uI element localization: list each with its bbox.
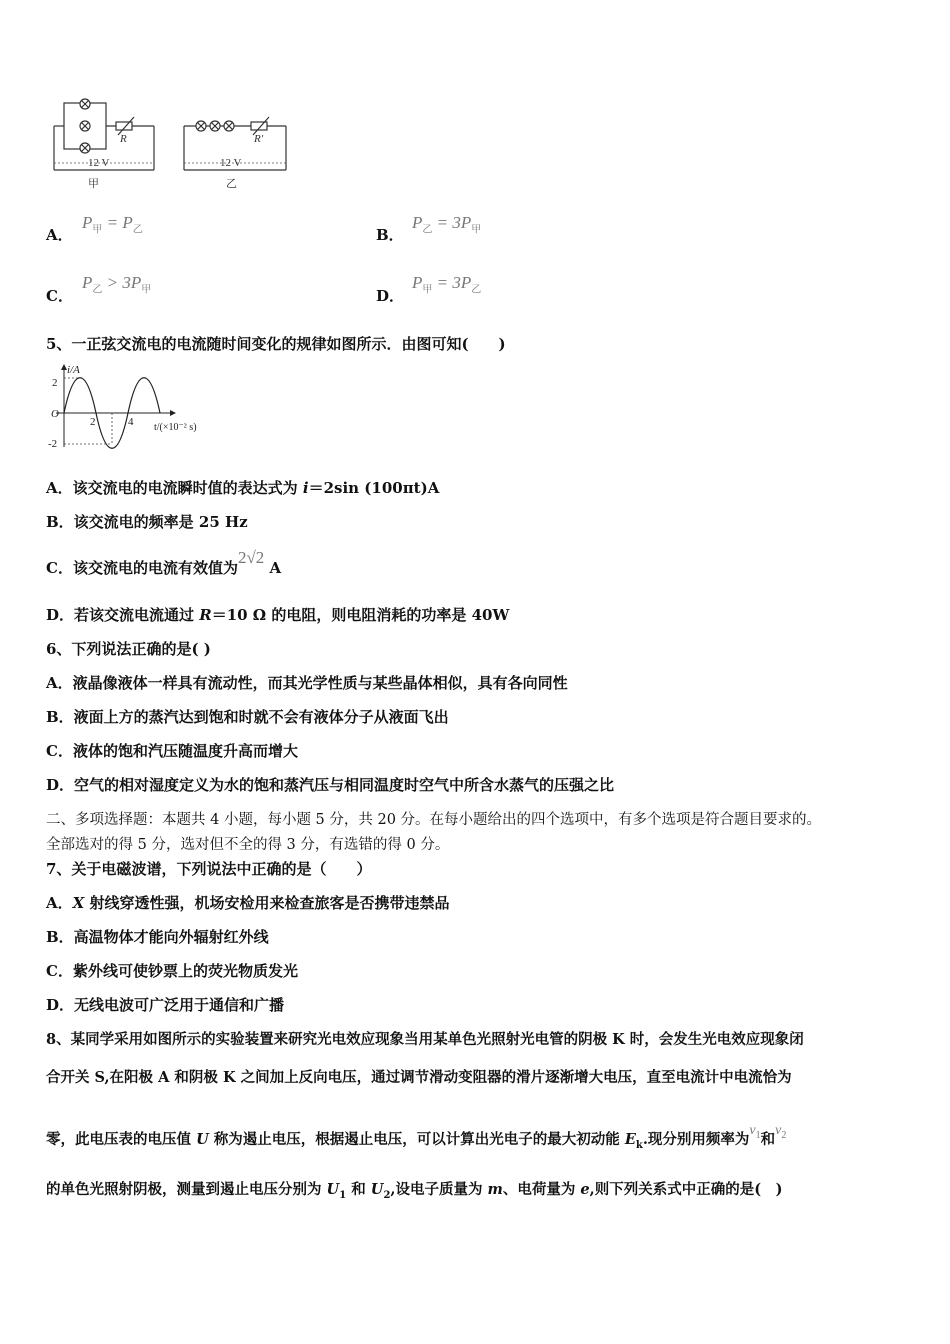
nu1-symbol: $\nu_1$	[749, 1123, 761, 1141]
q4-option-c-letter: C．	[46, 287, 73, 305]
q5-option-c[interactable]: C．该交流电的电流有效值为2√2 A	[46, 548, 282, 577]
q4-option-a-letter: A．	[46, 226, 73, 244]
section2-heading-line1: 二、多项选择题：本题共 4 小题，每小题 5 分，共 20 分。在每小题给出的四个选项中，有多个选项是符合题目要求的。	[46, 812, 822, 828]
q6-option-a[interactable]: A．液晶像液体一样具有流动性，而其光学性质与某些晶体相似，具有各向同性	[46, 674, 568, 692]
q4-option-b-letter: B．	[376, 226, 404, 244]
q6-option-b[interactable]: B．液面上方的蒸汽达到饱和时就不会有液体分子从液面飞出	[46, 708, 449, 726]
resistor-label-jia: R	[120, 133, 127, 145]
origin-label: O	[51, 408, 59, 420]
label-jia: 甲	[88, 178, 99, 190]
circuit-figures	[46, 95, 296, 200]
q5-option-a[interactable]: A．该交流电的电流瞬时值的表达式为 i＝2sin (100πt)A	[46, 479, 440, 497]
y-axis-label: i/A	[67, 364, 80, 376]
q5-option-b[interactable]: B．该交流电的频率是 25 Hz	[46, 513, 248, 531]
q6-option-d[interactable]: D．空气的相对湿度定义为水的饱和蒸汽压与相同温度时空气中所含水蒸气的压强之比	[46, 776, 615, 794]
q6-option-c[interactable]: C．液体的饱和汽压随温度升高而增大	[46, 742, 298, 760]
x-tick-1: 2	[90, 416, 96, 428]
q4-option-d-formula: $P_甲 = 3P_乙$	[412, 273, 482, 296]
q5-option-d[interactable]: D．若该交流电流通过 R＝10 Ω 的电阻，则电阻消耗的功率是 40W	[46, 606, 510, 624]
q4-option-d-letter: D．	[376, 287, 405, 305]
sine-graph	[46, 362, 216, 452]
label-yi: 乙	[226, 178, 237, 190]
q7-option-c[interactable]: C．紫外线可使钞票上的荧光物质发光	[46, 962, 298, 980]
q4-option-b-formula: $P_乙 = 3P_甲$	[412, 213, 482, 236]
q6-stem: 6、下列说法正确的是( )	[46, 640, 211, 658]
voltage-label-yi: 12 V	[220, 157, 242, 169]
sqrt-expression: 2√2	[237, 548, 265, 567]
x-axis-label: t/(×10⁻² s)	[154, 422, 197, 433]
q7-stem: 7、关于电磁波谱，下列说法中正确的是（ ）	[46, 860, 372, 878]
q5-stem: 5、一正弦交流电的电流随时间变化的规律如图所示．由图可知( )	[46, 335, 506, 353]
q8-stem-line4: 的单色光照射阴极，测量到遏止电压分别为 $U_1$ 和 $U_2$,设电子质量为 m、电荷量为 e,则下列关系式中正确的是( )	[46, 1181, 783, 1201]
q7-option-b[interactable]: B．高温物体才能向外辐射红外线	[46, 928, 269, 946]
q7-option-d[interactable]: D．无线电波可广泛用于通信和广播	[46, 996, 285, 1014]
q4-option-a-formula: $P_甲 = P_乙$	[82, 213, 143, 236]
q8-stem-line3: 零，此电压表的电压值 U 称为遏止电压，根据遏止电压，可以计算出光电子的最大初动能 $E_k$.现分别用频率为$\nu_1$和$\nu_2$	[46, 1123, 787, 1151]
section2-heading-line2: 全部选对的得 5 分，选对但不全的得 3 分，有选错的得 0 分。	[46, 837, 450, 853]
y-tick-neg: -2	[48, 438, 58, 450]
q8-stem-line2: 合开关 S,在阳极 A 和阴极 K 之间加上反向电压，通过调节滑动变阻器的滑片逐渐增大电压，直至电流计中电流恰为	[46, 1069, 792, 1086]
q8-stem-line1: 8、某同学采用如图所示的实验装置来研究光电效应现象当用某单色光照射光电管的阴极 K 时，会发生光电效应现象闭	[46, 1031, 804, 1048]
q7-option-a[interactable]: A．X 射线穿透性强，机场安检用来检查旅客是否携带违禁品	[46, 894, 450, 912]
voltage-label-jia: 12 V	[88, 157, 110, 169]
y-tick-pos: 2	[52, 377, 58, 389]
x-tick-2: 4	[128, 416, 134, 428]
q4-option-c-formula: $P_乙 > 3P_甲$	[82, 273, 152, 296]
nu2-symbol: $\nu_2$	[775, 1123, 787, 1141]
resistor-label-yi: R′	[254, 133, 264, 145]
